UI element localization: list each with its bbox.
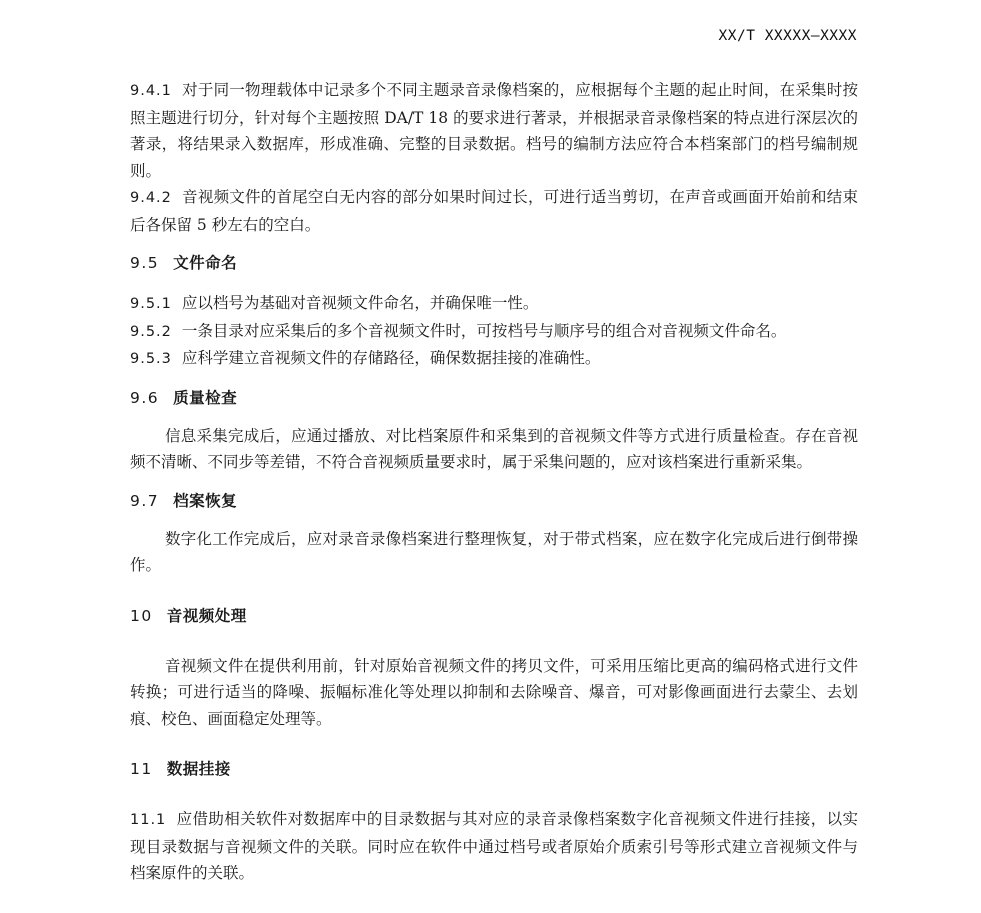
clause-number: 9.5.2 [130, 323, 172, 340]
clause-9-5-2 [130, 318, 858, 346]
heading-9-7 [130, 488, 858, 514]
heading-number: 9.7 [130, 491, 160, 510]
heading-number: 10 [130, 606, 153, 625]
clause-text: 应借助相关软件对数据库中的目录数据与其对应的录音录像档案数字化音视频文件进行挂接，以实现目录数据与音视频文件的关联。同时应在软件中通过档号或者原始介质索引号等形式建立音视频文件与档案原件的关联。 [130, 810, 858, 882]
heading-number: 9.5 [130, 254, 160, 272]
clause-number: 11.1 [130, 812, 167, 828]
clause-9-4-1 [130, 77, 858, 184]
clause-11-1 [130, 806, 858, 887]
heading-9-6 [130, 385, 858, 411]
heading-number: 9.6 [130, 388, 160, 407]
heading-11 [130, 756, 858, 782]
heading-9-5 [130, 250, 858, 276]
clause-text: 音视频文件的首尾空白无内容的部分如果时间过长，可进行适当剪切，在声音或画面开始前和结束后各保留 5 秒左右的空白。 [130, 188, 858, 234]
clause-text: 应科学建立音视频文件的存储路径，确保数据挂接的准确性。 [181, 349, 601, 367]
heading-title: 音视频处理 [166, 606, 247, 625]
clause-text: 应以档号为基础对音视频文件命名，并确保唯一性。 [181, 294, 539, 312]
clause-number: 9.4.1 [130, 83, 172, 99]
clause-text: 一条目录对应采集后的多个音视频文件时，可按档号与顺序号的组合对音视频文件命名。 [181, 321, 787, 340]
paragraph-10: 音视频文件在提供利用前，针对原始音视频文件的拷贝文件，可采用压缩比更高的编码格式进行文件转换；可进行适当的降噪、振幅标准化等处理以抑制和去除噪音、爆音，可对影像画面进行去蒙尘、去划痕、校色、画面稳定处理等。 [130, 656, 858, 728]
heading-title: 质量检查 [173, 388, 238, 407]
clause-number: 9.4.2 [130, 190, 172, 206]
document-body [130, 77, 858, 887]
heading-10 [130, 603, 858, 629]
clause-text: 对于同一物理载体中记录多个不同主题录音录像档案的，应根据每个主题的起止时间，在采集时按照主题进行切分，针对每个主题按照 DA/T 18 的要求进行著录，并根据录音录像档案的特点进行深层次的著录，将结果录入数据库，形成准确、完整的目录数据。档号的编制方法应符合本档案部门的档号编制规则。 [130, 81, 858, 180]
clause-number: 9.5.1 [130, 296, 172, 312]
clause-9-5-3 [130, 345, 858, 373]
clause-9-5-1 [130, 290, 858, 318]
heading-title: 档案恢复 [173, 491, 238, 510]
heading-title: 文件命名 [173, 254, 238, 272]
clause-9-4-2 [130, 184, 858, 238]
paragraph-9-6: 信息采集完成后，应通过播放、对比档案原件和采集到的音视频文件等方式进行质量检查。存在音视频不清晰、不同步等差错，不符合音视频质量要求时，属于采集问题的，应对该档案进行重新采集。 [130, 426, 858, 471]
standard-code-header: XX/T XXXXX—XXXX [718, 28, 857, 44]
paragraph-9-7: 数字化工作完成后，应对录音录像档案进行整理恢复，对于带式档案，应在数字化完成后进行倒带操作。 [130, 529, 858, 574]
heading-number: 11 [130, 760, 153, 778]
clause-number: 9.5.3 [130, 351, 172, 367]
heading-title: 数据挂接 [166, 760, 231, 778]
